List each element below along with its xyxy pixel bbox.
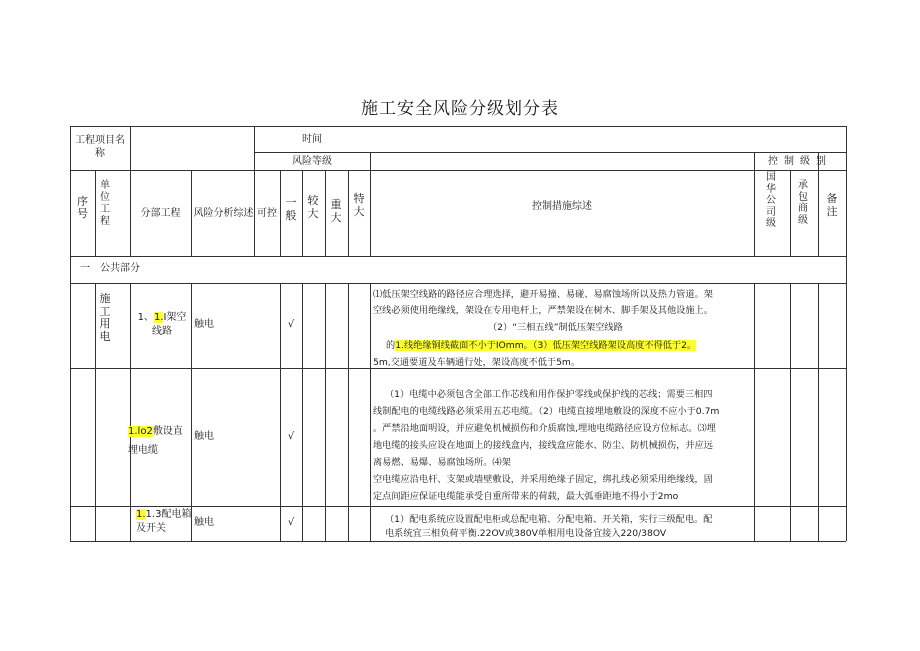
row-2-sub-rest: 敷设直埋电缆	[128, 426, 183, 456]
grid-line	[254, 152, 846, 153]
grid-line	[302, 170, 303, 256]
grid-line	[70, 126, 71, 541]
row-2-mark: √	[287, 431, 295, 442]
grid-line	[325, 283, 326, 541]
col-extra-major: 特大	[353, 192, 365, 218]
grid-line	[325, 170, 326, 256]
col-larger: 较大	[307, 194, 319, 220]
grid-line	[846, 126, 847, 541]
grid-line	[370, 283, 371, 541]
grid-line	[790, 283, 791, 541]
grid-line	[70, 541, 846, 542]
section-index: 一	[80, 263, 90, 274]
row-1-unit: 施工用电	[99, 292, 111, 343]
grid-line	[754, 283, 755, 541]
section-label: 公共部分	[100, 263, 140, 274]
col-group-level: 国华公司级	[766, 172, 776, 229]
grid-line	[70, 506, 846, 507]
row-2-measure-6: 空电缆应沿电杆、支架或墙壁敷设，并采用绝缘子固定，绑扎线必须采用绝缘线，固	[373, 474, 713, 485]
grid-line	[70, 170, 846, 171]
grid-line	[70, 283, 846, 284]
grid-line	[70, 126, 846, 127]
row-1-measure-1: ⑴低压架空线路的路径应合理选择，避开易撞、易碰、易腐蚀场所以及热力管道。架	[373, 289, 713, 300]
col-controllable: 可控	[257, 208, 277, 219]
row-2-risk: 触电	[194, 431, 214, 442]
row-2-measure-1: （1）电缆中必须包含全部工作芯线和用作保护零线或保护线的芯线；需要三相四	[385, 389, 713, 400]
row-1-mark: √	[287, 319, 295, 330]
grid-line	[302, 283, 303, 541]
row-3-measure-1: （1）配电系统应设置配电柜或总配电箱、分配电箱、开关箱，实行三级配电。配	[385, 514, 713, 525]
col-general: 一般	[285, 196, 297, 222]
row-2-sub-highlight: 1.lo2	[128, 426, 153, 437]
grid-line	[95, 170, 96, 256]
grid-line	[95, 283, 96, 541]
row-1-measure-2: 空线必须使用绝缘线，架设在专用电杆上，严禁架设在树木、脚手架及其他设施上。	[373, 305, 713, 316]
time-label: 时间	[302, 134, 322, 145]
row-1-measure-4-text: 1.线绝缘铜线截面不小于IOmm。（3）低压架空线路架设高度不得低于2。	[395, 340, 697, 351]
row-3-sub-rest: 1.3配电箱及开关	[136, 509, 192, 534]
row-1-measure-3: （2）“三相五线”制低压架空线路	[488, 322, 623, 333]
col-remarks: 备注	[826, 192, 838, 218]
row-2-measure-5: 离易燃、易爆、易腐蚀场所。⑷架	[373, 457, 511, 468]
row-1-sub-project	[133, 311, 191, 339]
col-risk-analysis: 风险分析综述	[193, 208, 254, 219]
grid-line	[130, 126, 131, 170]
grid-line	[130, 283, 131, 541]
row-2-measure-2: 线制配电的电缆线路必须采用五芯电缆。（2）电缆直接埋地敷设的深度不应小于0.7m	[373, 406, 720, 417]
control-level-label: 控制级别	[768, 156, 832, 167]
row-3-measure-2: 电系统宜三相负荷平衡.22OV或380V单相用电设备宜接入220/38OV	[385, 528, 667, 539]
grid-line	[818, 283, 819, 541]
risk-level-label: 风险等级	[292, 156, 332, 167]
grid-line	[280, 170, 281, 256]
col-unit-project: 单位工程	[100, 180, 110, 227]
row-1-risk: 触电	[194, 319, 214, 330]
row-2-measure-3: 。严禁沿地面明设，并应避免机械损伤和介质腐蚀,埋地电缆路径应设方位标志。⑶埋	[373, 423, 716, 434]
grid-line	[790, 170, 791, 256]
row-1-measure-5: 5m,交通要道及车辆通行处，架设高度不低于5m。	[373, 357, 581, 368]
project-name-label: 工程项目名称	[75, 135, 125, 159]
col-major: 重大	[330, 198, 342, 224]
row-2-sub-project	[128, 422, 192, 460]
row-3-risk: 触电	[194, 517, 214, 528]
document-title: 施工安全风险分级划分表	[361, 99, 559, 119]
row-1-sub-highlight: 1.	[153, 312, 164, 323]
row-2-measure-4: 地电缆的接头应设在地面上的接线盒内，接线盒应能水、防尘、防机械损伤，并应远	[373, 440, 713, 451]
grid-line	[70, 368, 846, 369]
row-3-sub-project	[136, 508, 192, 536]
row-3-sub-highlight: 1.	[136, 509, 146, 520]
grid-line	[348, 283, 349, 541]
grid-line	[70, 256, 846, 257]
col-measures: 控制措施综述	[532, 201, 592, 212]
row-1-sub-rest: I架空线路	[152, 312, 187, 337]
row-1-measure-4: 的1.线绝缘铜线截面不小于IOmm。（3）低压架空线路架设高度不得低于2。	[386, 340, 697, 351]
grid-line	[348, 170, 349, 256]
row-2-measure-7: 定点间距应保证电缆能承受自重所带来的荷载，最大弧垂距地不得小于2mo	[373, 491, 679, 502]
col-seq: 序号	[77, 195, 88, 220]
col-contractor-level: 承包商级	[798, 180, 808, 226]
col-sub-project: 分部工程	[140, 208, 181, 219]
row-1-sub-prefix: 1、	[137, 312, 154, 323]
grid-line	[191, 283, 192, 541]
row-3-mark: √	[287, 517, 295, 528]
